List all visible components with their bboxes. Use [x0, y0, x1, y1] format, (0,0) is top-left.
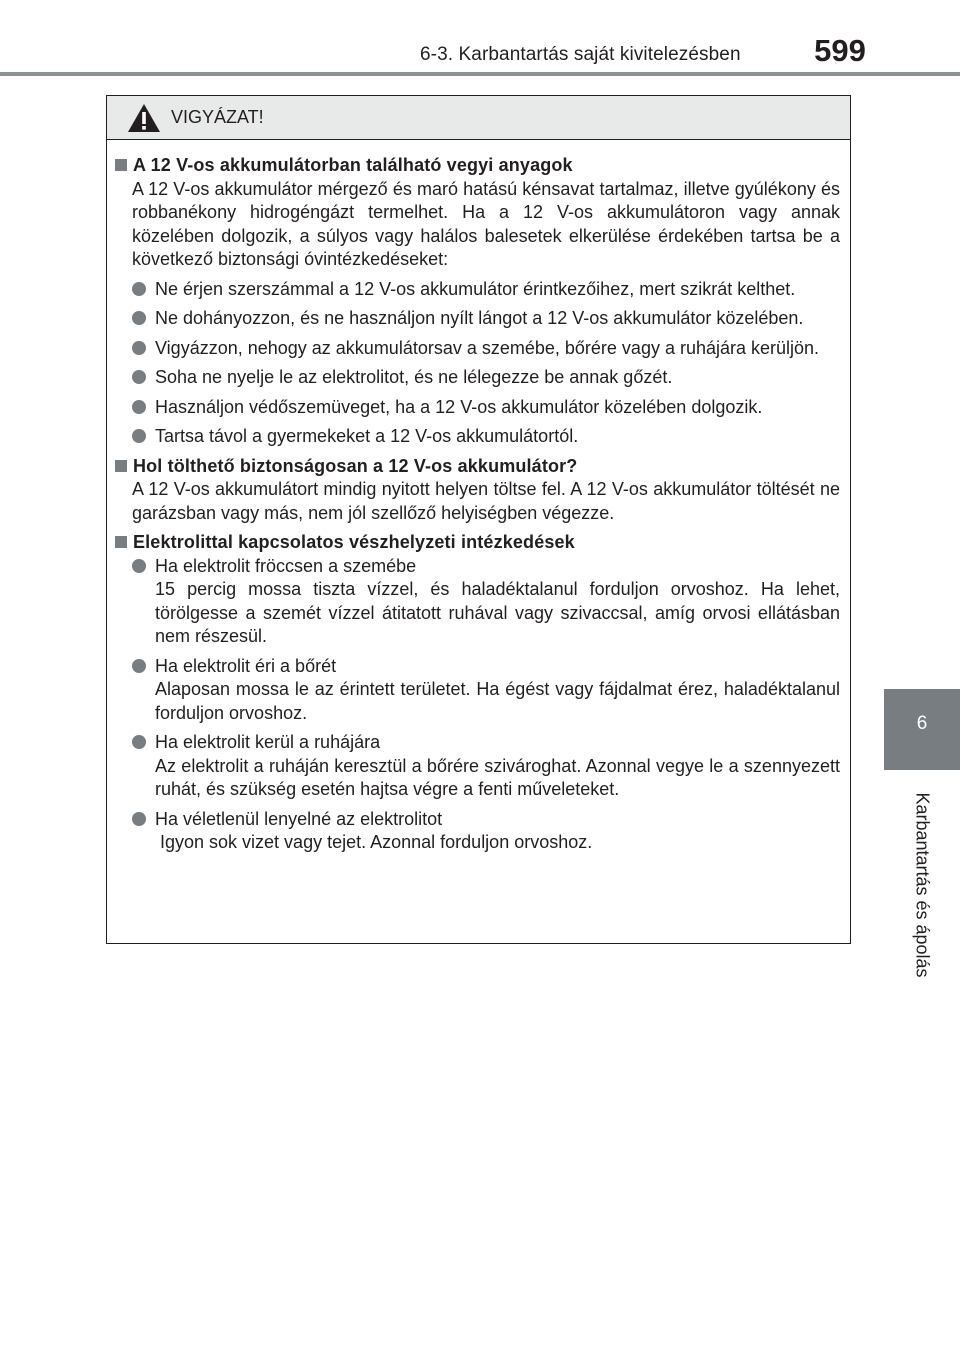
list-item [155, 808, 840, 855]
section-text: A 12 V-os akkumulátort mindig nyitott helyen töltse fel. A 12 V-os akkumulátor töltését ne garázsban vagy más, nem jól szellőző helyiségben végezze. [132, 479, 840, 523]
chapter-number: 6 [916, 713, 928, 734]
list-item: Ne érjen szerszámmal a 12 V-os akkumulátor érintkezőihez, mert szikrát kelthet. [155, 278, 840, 302]
item-heading: Ha elektrolit kerül a ruhájára [155, 732, 381, 752]
warning-content [107, 154, 850, 855]
page-number: 599 [814, 33, 866, 68]
list-item: Soha ne nyelje le az elektrolitot, és ne lélegezze be annak gőzét. [155, 366, 840, 390]
chapter-tab [884, 689, 960, 770]
circle-bullet-icon [132, 812, 146, 826]
section-text: A 12 V-os akkumulátor mérgező és maró hatású kénsavat tartalmaz, illetve gyúlékony és robbanékony hidrogéngázt termelhet. Ha a 12 V-os akkumulátoron vagy annak közelében dolgozik, a súlyos vagy halálos balesetek elkerülése érdekében tartsa be a következő biztonsági óvintézkedéseket: [132, 178, 840, 269]
list-item: Ne dohányozzon, és ne használjon nyílt lángot a 12 V-os akkumulátor közelében. [155, 307, 840, 331]
chapter-label: Karbantartás és ápolás [912, 792, 933, 978]
item-heading: Ha elektrolit fröccsen a szemébe [155, 555, 417, 576]
square-bullet-icon [115, 536, 127, 548]
item-heading: Ha véletlenül lenyelné az elektrolitot [155, 808, 443, 829]
list-item: Tartsa távol a gyermekeket a 12 V-os akkumulátortól. [155, 425, 840, 449]
list-item: Vigyázzon, nehogy az akkumulátorsav a szemébe, bőrére vagy a ruhájára kerüljön. [155, 337, 840, 361]
item-heading: Ha elektrolit éri a bőrét [155, 655, 337, 676]
header-divider [0, 72, 960, 76]
section-emergency [107, 531, 850, 855]
item-body: Alaposan mossa le az érintett területet. Ha égést vagy fájdalmat érez, haladéktalanul forduljon orvoshoz. [155, 679, 840, 723]
section-title: Elektrolittal kapcsolatos vészhelyzeti intézkedések [107, 531, 850, 555]
circle-bullet-icon [132, 400, 146, 414]
item-body: Igyon sok vizet vagy tejet. Azonnal forduljon orvoshoz. [160, 832, 593, 852]
circle-bullet-icon [132, 659, 146, 673]
list-item [155, 655, 840, 726]
circle-bullet-icon [132, 341, 146, 355]
circle-bullet-icon [132, 429, 146, 443]
circle-bullet-icon [132, 311, 146, 325]
item-body: Az elektrolit a ruháján keresztül a bőrére szivároghat. Azonnal vegye le a szennyezett ruhát, és szükség esetén hajtsa végre a fenti műveleteket. [155, 755, 840, 799]
circle-bullet-icon [132, 735, 146, 749]
circle-bullet-icon [132, 282, 146, 296]
section-title: Hol tölthető biztonságosan a 12 V-os akkumulátor? [107, 455, 850, 479]
square-bullet-icon [115, 460, 127, 472]
list-item: Használjon védőszemüveget, ha a 12 V-os akkumulátor közelében dolgozik. [155, 396, 840, 420]
section-charging [107, 455, 850, 526]
warning-box [106, 95, 851, 944]
warning-header [107, 96, 850, 140]
list-item [155, 555, 840, 649]
warning-title: VIGYÁZAT! [171, 107, 264, 127]
warning-triangle-icon [127, 103, 161, 133]
list-item [155, 731, 840, 802]
section-title: A 12 V-os akkumulátorban található vegyi anyagok [107, 154, 850, 178]
header-title: 6-3. Karbantartás saját kivitelezésben [420, 44, 741, 65]
circle-bullet-icon [132, 559, 146, 573]
circle-bullet-icon [132, 370, 146, 384]
section-chemicals [107, 154, 850, 449]
square-bullet-icon [115, 159, 127, 171]
item-body: 15 percig mossa tiszta vízzel, és haladéktalanul forduljon orvoshoz. Ha lehet, törölgesse a szemét vízzel átitatott ruhával vagy szivaccsal, amíg orvosi ellátásban nem részesül. [155, 579, 840, 646]
